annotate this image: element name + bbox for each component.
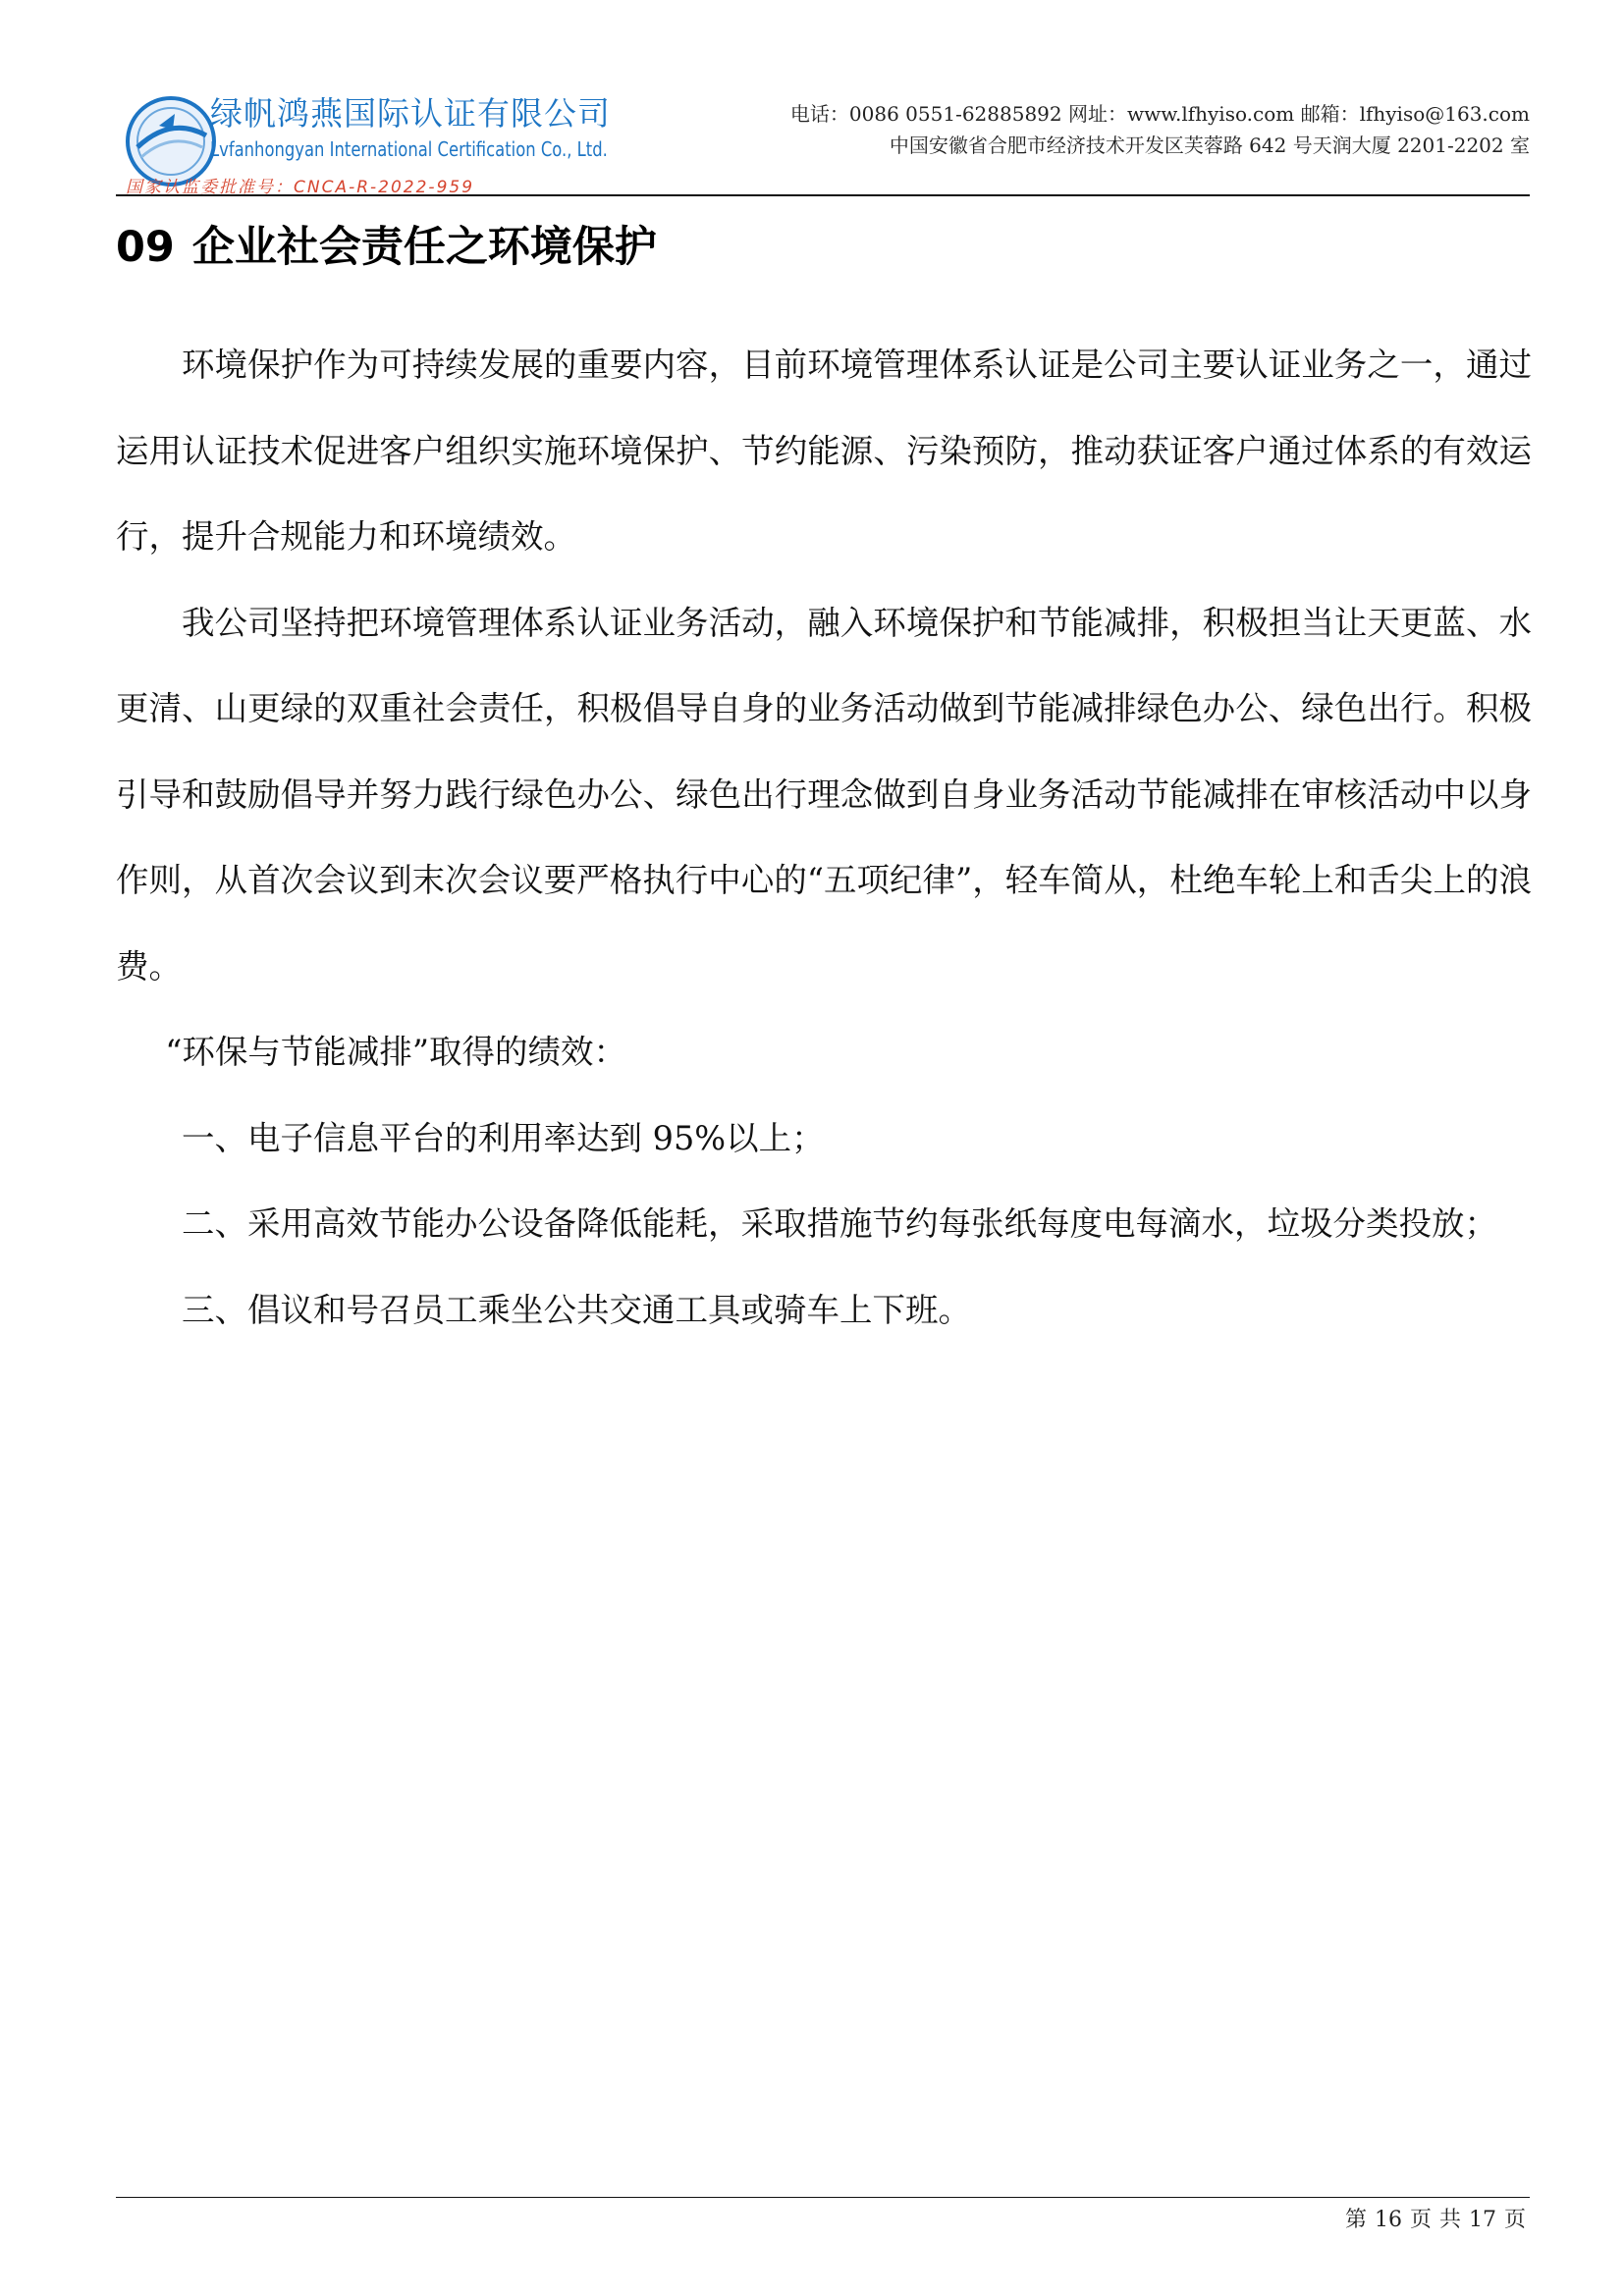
total-pages: 17 [1468,2208,1496,2232]
paragraph: 我公司坚持把环境管理体系认证业务活动，融入环境保护和节能减排，积极担当让天更蓝、水更清、山更绿的双重社会责任，积极倡导自身的业务活动做到节能减排绿色办公、绿色出行。积极引导和鼓励倡导并努力践行绿色办公、绿色出行理念做到自身业务活动节能减排在审核活动中以身作则，从首次会议到末次会议要严格执行中心的“五项纪律”，轻车简从，杜绝车轮上和舌尖上的浪费。 [116,603,1532,986]
contact-info: 电话：0086 0551-62885892 网址：www.lfhyiso.com 邮箱：lfhyiso@163.com [789,102,1530,126]
document-body [116,322,1532,1353]
section-number: 09 [116,223,175,272]
total-label: 共 [1438,2208,1461,2232]
list-item: 二、采用高效节能办公设备降低能耗，采取措施节约每张纸每度电每滴水，垃圾分类投放； [182,1204,1497,1243]
page-suffix: 页 [1503,2208,1526,2232]
page-label: 页 [1409,2208,1432,2232]
list-item: 三、倡议和号召员工乘坐公共交通工具或骑车上下班。 [182,1290,971,1329]
page-number [1341,2203,1530,2233]
footer-divider [116,2197,1530,2198]
header-divider [116,194,1530,196]
section-title [116,214,657,274]
current-page: 16 [1374,2208,1402,2232]
list-item: 一、电子信息平台的利用率达到 95%以上； [182,1118,825,1157]
company-name-en: Lvfanhongyan International Certification Co., Ltd. [210,137,608,161]
approval-number: 国家认监委批准号：CNCA-R-2022-959 [126,178,475,197]
company-name-cn: 绿帆鸿燕国际认证有限公司 [210,94,611,133]
company-address: 中国安徽省合肥市经济技术开发区芙蓉路 642 号天润大厦 2201-2202 室 [889,133,1530,157]
page-prefix: 第 [1344,2208,1367,2232]
section-title-text: 企业社会责任之环境保护 [191,223,657,272]
paragraph: 环境保护作为可持续发展的重要内容，目前环境管理体系认证是公司主要认证业务之一，通过运用认证技术促进客户组织实施环境保护、节约能源、污染预防，推动获证客户通过体系的有效运行，提升合规能力和环境绩效。 [116,346,1532,556]
page-header [116,86,1530,197]
paragraph: “环保与节能减排”取得的绩效： [165,1033,627,1071]
